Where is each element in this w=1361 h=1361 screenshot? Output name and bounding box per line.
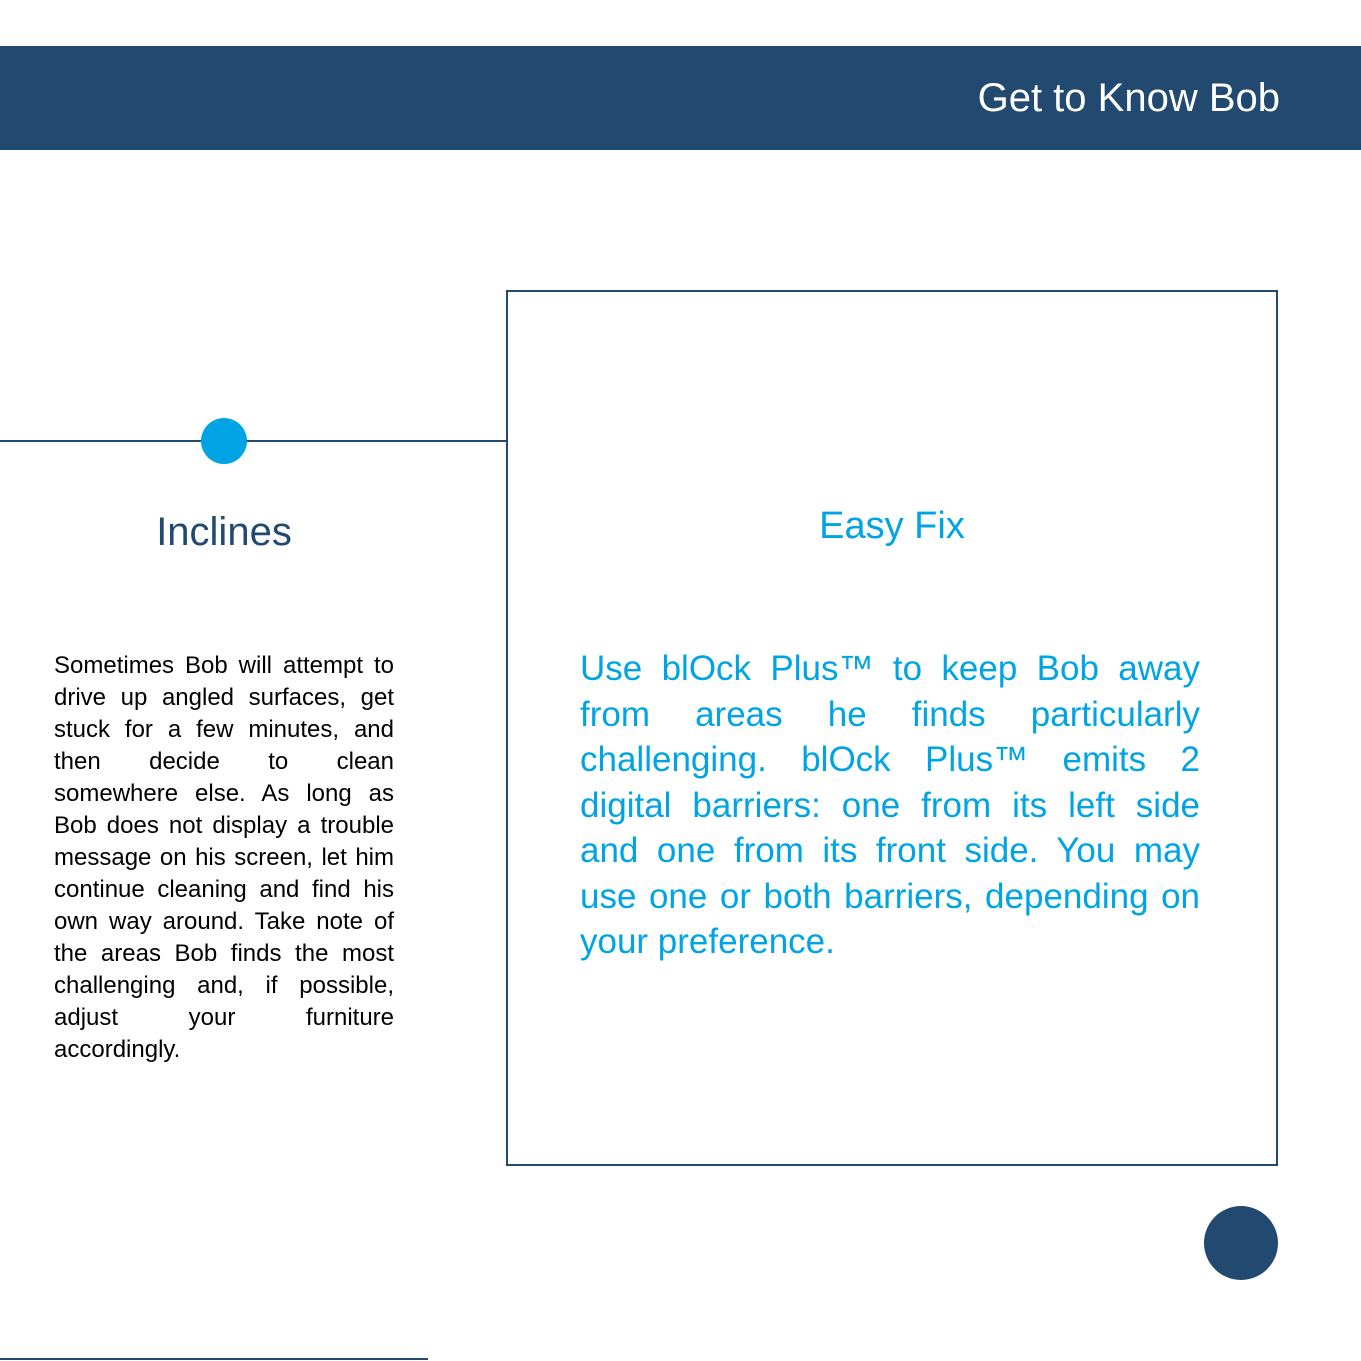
section-body: Sometimes Bob will attempt to drive up angled surfaces, get stuck for a few minutes, and then decide to clean somewhere else. As long as Bob does not display a trouble message on his screen, let him continue cleaning and find his own way around. Take note of the areas Bob finds the most challenging and, if possible, adjust your furniture accordingly. <box>54 652 394 1063</box>
section-heading: Inclines <box>156 510 292 554</box>
bottom-rule <box>0 1358 428 1360</box>
easy-fix-body: Use blOck Plus™ to keep Bob away from areas he finds particularly challenging. blOck Plus™ emits 2 digital barriers: one from its left side and one from its front side. You may use one or both barriers, depending on your preference. <box>580 649 1200 961</box>
header-bar <box>0 46 1361 150</box>
timeline-dot <box>201 418 247 464</box>
page-marker-dot <box>1204 1206 1278 1280</box>
timeline-line <box>0 440 507 442</box>
page-title: Get to Know Bob <box>977 76 1280 120</box>
easy-fix-box <box>506 290 1278 1166</box>
easy-fix-heading: Easy Fix <box>819 505 965 547</box>
